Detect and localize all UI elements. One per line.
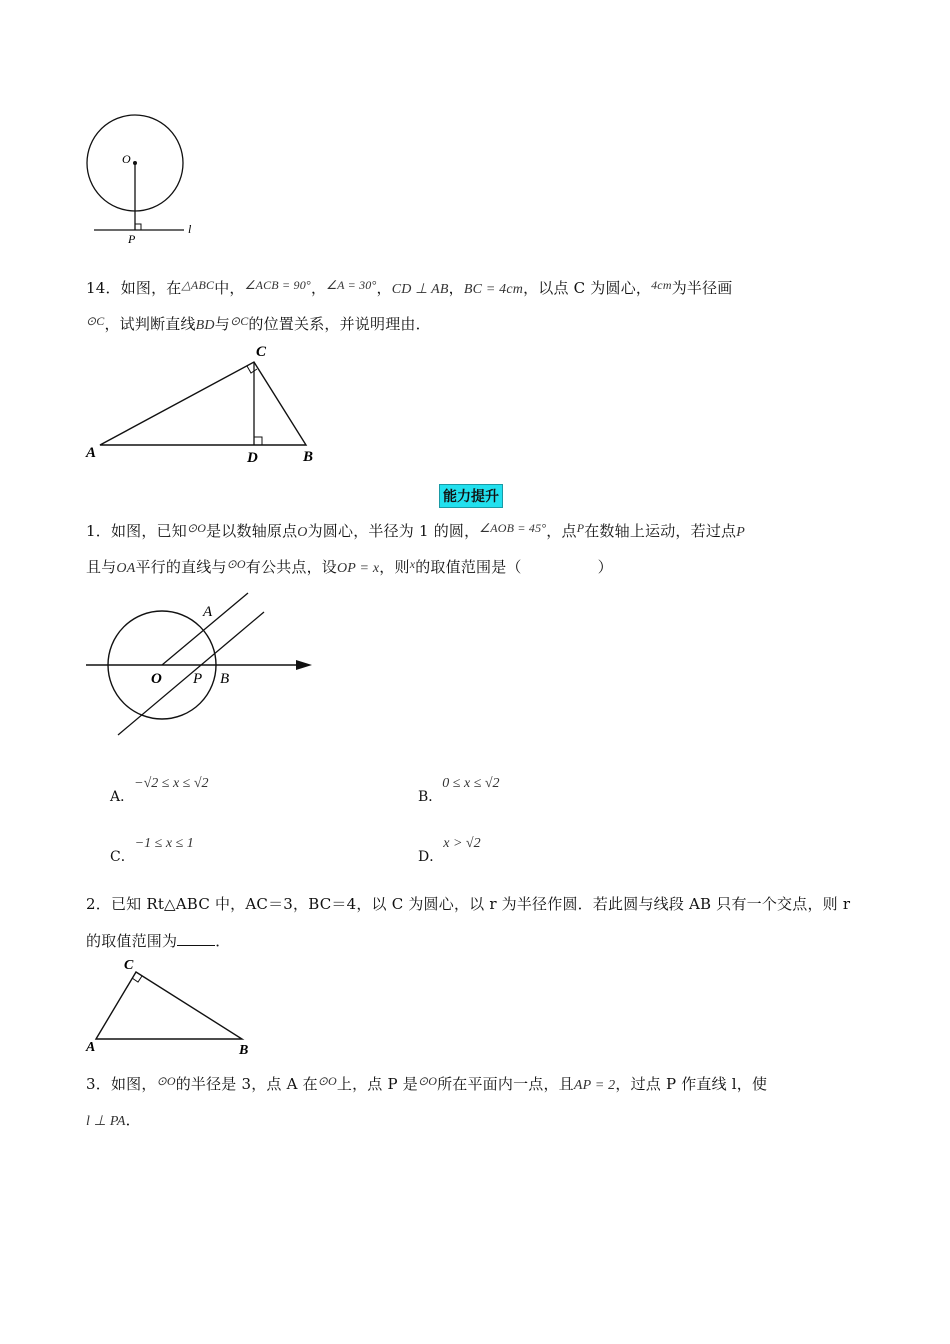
option-d-letter: D． — [418, 849, 444, 865]
p2-line-1: 2．已知 Rt△ABC 中，AC＝3，BC＝4，以 C 为圆心，以 r 为半径作圆．若此圆与线段 AB 只有一个交点，则 r — [86, 895, 851, 913]
label-d: D — [247, 450, 258, 466]
option-a[interactable] — [110, 772, 209, 805]
label-p: P — [193, 671, 203, 687]
q14-triangle-figure — [84, 340, 324, 465]
line-through-p — [118, 612, 264, 735]
label-l: l — [188, 222, 192, 236]
p3-line-1: 3．如图，$^{⊙O}$的半径是 3，点 A 在$^{⊙O}$上，点 P 是$^{⊙O}$所在平面内一点，且AP = 2，过点 P 作直线 l，使 — [86, 1074, 768, 1093]
triangle-abc — [100, 362, 306, 445]
label-b: B — [220, 671, 230, 687]
right-angle-c — [247, 366, 257, 373]
q14-line-1: 14．如图，在$^{\triangle ABC}$中，$^{\angle ACB = 90^\circ}$，$^{\angle A = 30^\circ}$，CD ⊥ AB，BC = 4cm，以点 C 为圆心，$^{4cm}$为半径画 — [86, 278, 733, 297]
p2-line-2: 的取值范围为 ． — [86, 932, 231, 950]
label-p: P — [128, 232, 136, 246]
p1-line-2: 且与OA平行的直线与$^{⊙O}$有公共点，设OP = x，则$^x$的取值范围是（ ） — [86, 557, 613, 576]
section-title: 能力提升 — [439, 484, 503, 508]
p3-line-2: l ⊥ PA． — [86, 1111, 141, 1129]
option-b[interactable] — [418, 772, 500, 805]
option-d-expr: x > √2 — [443, 836, 481, 851]
axis-arrow — [296, 660, 312, 670]
right-angle-mark — [135, 224, 141, 230]
option-b-letter: B． — [418, 789, 443, 805]
option-d[interactable] — [418, 832, 481, 865]
label-b: B — [239, 1043, 249, 1058]
label-o: O — [151, 671, 162, 687]
center-dot — [133, 161, 137, 165]
triangle-abc — [96, 972, 242, 1039]
right-angle-d — [254, 437, 262, 445]
option-a-expr: −√2 ≤ x ≤ √2 — [134, 776, 209, 791]
option-c-letter: C． — [110, 849, 135, 865]
label-a: A — [86, 1040, 96, 1055]
option-a-letter: A． — [110, 789, 135, 805]
option-c-expr: −1 ≤ x ≤ 1 — [134, 836, 194, 851]
p1-line-1: 1．如图，已知$^{⊙O}$是以数轴原点O为圆心，半径为 1 的圆，$^{\angle AOB = 45^\circ}$，点$^P$在数轴上运动，若过点P — [86, 521, 745, 540]
option-c[interactable] — [110, 832, 194, 865]
answer-blank[interactable] — [177, 931, 215, 946]
label-c: C — [124, 958, 134, 973]
tangent-circle-figure — [80, 108, 210, 248]
label-a: A — [203, 604, 213, 620]
option-b-expr: 0 ≤ x ≤ √2 — [442, 776, 500, 791]
label-o: O — [122, 152, 131, 166]
p2-triangle-figure — [84, 955, 264, 1058]
label-c: C — [256, 344, 267, 360]
p1-numberline-figure — [84, 590, 324, 740]
label-a: A — [86, 445, 97, 461]
q14-line-2: $^{⊙C}$，试判断直线BD与$^{⊙C}$的位置关系，并说明理由． — [86, 314, 431, 333]
label-b: B — [303, 449, 314, 465]
